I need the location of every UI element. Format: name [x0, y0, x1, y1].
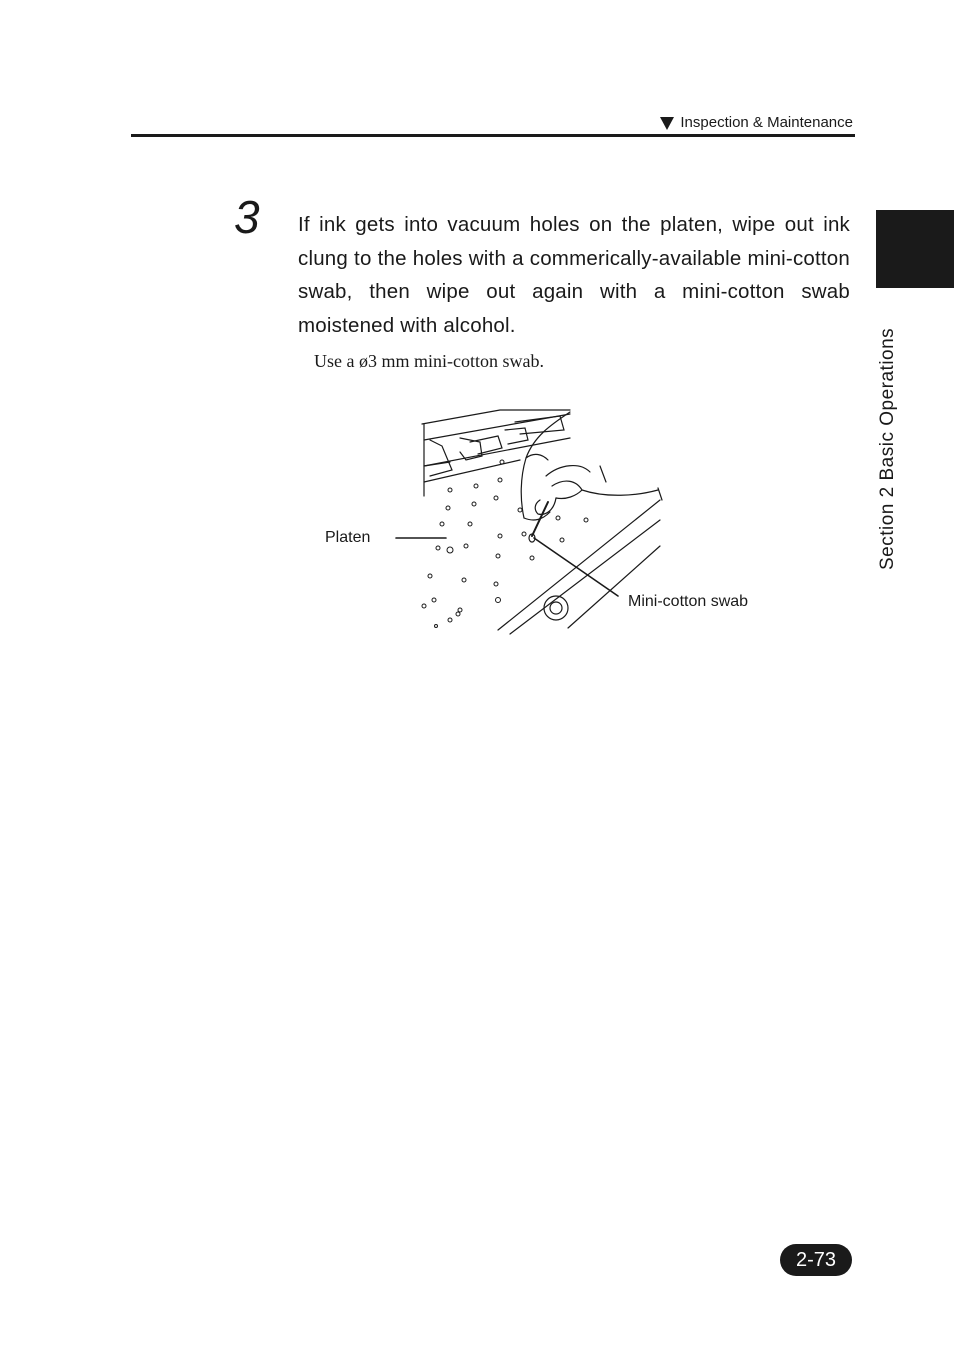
platen-cleaning-illustration [320, 400, 780, 640]
label-mini-cotton-swab: Mini-cotton swab [628, 593, 749, 610]
triangle-down-icon [660, 117, 674, 130]
header-title-text: Inspection & Maintenance [680, 114, 853, 131]
step-instruction: If ink gets into vacuum holes on the platen, wipe out ink clung to the holes with a commerically-available mini-cotton swab, then wipe out again with a mini-cotton swab moistened with alcohol. [298, 213, 850, 337]
section-side-label: Section 2 Basic Operations [877, 327, 898, 570]
page-number-badge: 2-73 [780, 1244, 852, 1276]
header-section-title [660, 114, 853, 132]
label-platen: Platen [325, 529, 371, 546]
step-note: Use a ø3 mm mini-cotton swab. [314, 351, 544, 371]
step-number: 3 [234, 191, 260, 243]
section-tab-block [876, 210, 954, 288]
page-header [131, 112, 855, 137]
